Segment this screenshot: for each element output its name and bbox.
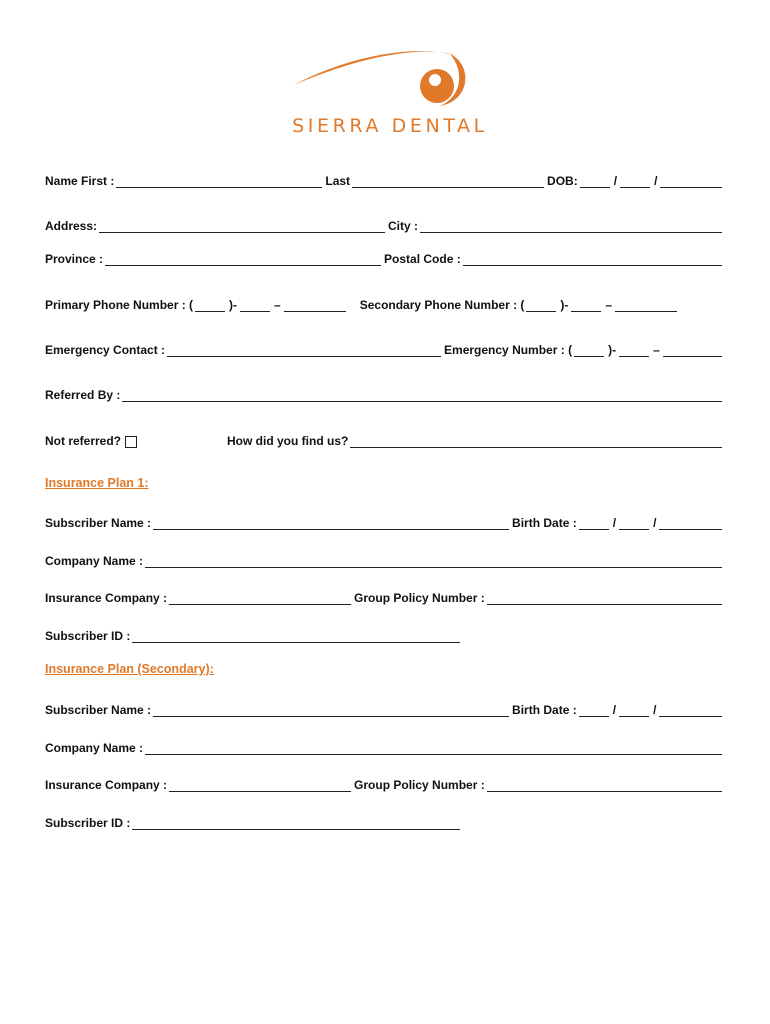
- date-separator: /: [654, 174, 658, 188]
- plan2-id-row: [45, 812, 725, 830]
- plan1-insurance-row: [45, 587, 725, 605]
- plan1-birth-year-field[interactable]: [659, 517, 722, 530]
- emergency-row: [45, 339, 725, 357]
- date-separator: /: [612, 703, 617, 717]
- dob-day-field[interactable]: [580, 175, 610, 188]
- insurance-plan-secondary-heading: Insurance Plan (Secondary):: [45, 662, 214, 676]
- emergency-prefix-field[interactable]: [619, 344, 649, 357]
- province-row: [45, 248, 725, 266]
- plan2-insurance-company-field[interactable]: [169, 779, 351, 792]
- insurance-company-label: Insurance Company :: [45, 591, 168, 605]
- swoosh-circle-icon: [280, 40, 500, 115]
- how-found-field[interactable]: [350, 435, 722, 448]
- plan1-company-name-field[interactable]: [145, 555, 722, 568]
- company-name-label: Company Name :: [45, 554, 144, 568]
- brand-name: SIERRA DENTAL: [292, 115, 488, 137]
- date-separator: /: [613, 174, 618, 188]
- plan1-insurance-company-field[interactable]: [169, 592, 351, 605]
- postal-code-label: Postal Code :: [384, 252, 461, 266]
- phone-paren: )-: [229, 298, 238, 312]
- plan2-insurance-row: [45, 774, 725, 792]
- plan2-birth-year-field[interactable]: [659, 704, 722, 717]
- primary-phone-label: Primary Phone Number : (: [45, 298, 194, 312]
- postal-code-field[interactable]: [463, 253, 722, 266]
- referred-by-field[interactable]: [122, 389, 722, 402]
- last-name-label: Last: [325, 174, 351, 188]
- subscriber-name-label: Subscriber Name :: [45, 516, 152, 530]
- secondary-line-field[interactable]: [615, 299, 677, 312]
- city-label: City :: [388, 219, 419, 233]
- phone-dash: –: [605, 298, 613, 312]
- insurance-plan-1-heading: Insurance Plan 1:: [45, 476, 149, 490]
- primary-prefix-field[interactable]: [240, 299, 270, 312]
- phone-dash: –: [274, 298, 281, 312]
- address-field[interactable]: [99, 220, 385, 233]
- emergency-number-label: Emergency Number : (: [444, 343, 573, 357]
- how-found-label: How did you find us?: [227, 434, 349, 448]
- referred-row: [45, 384, 725, 402]
- date-separator: /: [612, 516, 617, 530]
- subscriber-id-label: Subscriber ID :: [45, 629, 131, 643]
- not-referred-label: Not referred?: [45, 434, 122, 448]
- group-policy-label: Group Policy Number :: [354, 778, 485, 792]
- province-field[interactable]: [105, 253, 381, 266]
- emergency-contact-label: Emergency Contact :: [45, 343, 166, 357]
- name-row: [45, 170, 725, 188]
- referred-by-label: Referred By :: [45, 388, 121, 402]
- address-row: [45, 215, 725, 233]
- province-label: Province :: [45, 252, 104, 266]
- plan2-subscriber-id-field[interactable]: [132, 817, 460, 830]
- company-name-label: Company Name :: [45, 741, 144, 755]
- plan1-birth-month-field[interactable]: [619, 517, 649, 530]
- plan1-id-row: [45, 625, 725, 643]
- phone-paren: )-: [560, 298, 569, 312]
- secondary-prefix-field[interactable]: [571, 299, 601, 312]
- phone-row: [45, 294, 725, 312]
- plan2-birth-month-field[interactable]: [619, 704, 649, 717]
- group-policy-label: Group Policy Number :: [354, 591, 485, 605]
- plan2-birth-day-field[interactable]: [579, 704, 609, 717]
- secondary-phone-label: Secondary Phone Number : (: [359, 298, 525, 312]
- not-referred-row: [45, 430, 725, 448]
- emergency-contact-field[interactable]: [167, 344, 441, 357]
- plan1-group-policy-field[interactable]: [487, 592, 722, 605]
- plan2-company-row: [45, 737, 725, 755]
- plan1-company-row: [45, 550, 725, 568]
- plan1-subscriber-id-field[interactable]: [132, 630, 460, 643]
- plan2-subscriber-row: [45, 699, 725, 717]
- birth-date-label: Birth Date :: [512, 516, 577, 530]
- dob-label: DOB:: [547, 174, 578, 188]
- primary-line-field[interactable]: [284, 299, 346, 312]
- dob-month-field[interactable]: [620, 175, 650, 188]
- last-name-field[interactable]: [352, 175, 544, 188]
- primary-area-code-field[interactable]: [195, 299, 225, 312]
- emergency-area-code-field[interactable]: [574, 344, 604, 357]
- city-field[interactable]: [420, 220, 722, 233]
- name-first-label: Name First :: [45, 174, 115, 188]
- phone-paren: )-: [608, 343, 617, 357]
- plan2-subscriber-name-field[interactable]: [153, 704, 509, 717]
- subscriber-name-label: Subscriber Name :: [45, 703, 152, 717]
- date-separator: /: [653, 516, 657, 530]
- not-referred-checkbox[interactable]: [125, 436, 137, 448]
- secondary-area-code-field[interactable]: [526, 299, 556, 312]
- plan1-subscriber-row: [45, 512, 725, 530]
- address-label: Address:: [45, 219, 98, 233]
- birth-date-label: Birth Date :: [512, 703, 577, 717]
- first-name-field[interactable]: [116, 175, 322, 188]
- insurance-company-label: Insurance Company :: [45, 778, 168, 792]
- plan1-subscriber-name-field[interactable]: [153, 517, 509, 530]
- plan2-company-name-field[interactable]: [145, 742, 722, 755]
- subscriber-id-label: Subscriber ID :: [45, 816, 131, 830]
- plan1-birth-day-field[interactable]: [579, 517, 609, 530]
- dob-year-field[interactable]: [660, 175, 722, 188]
- sierra-dental-logo: [280, 40, 500, 145]
- phone-dash: –: [653, 343, 660, 357]
- emergency-line-field[interactable]: [663, 344, 722, 357]
- date-separator: /: [653, 703, 657, 717]
- plan2-group-policy-field[interactable]: [487, 779, 722, 792]
